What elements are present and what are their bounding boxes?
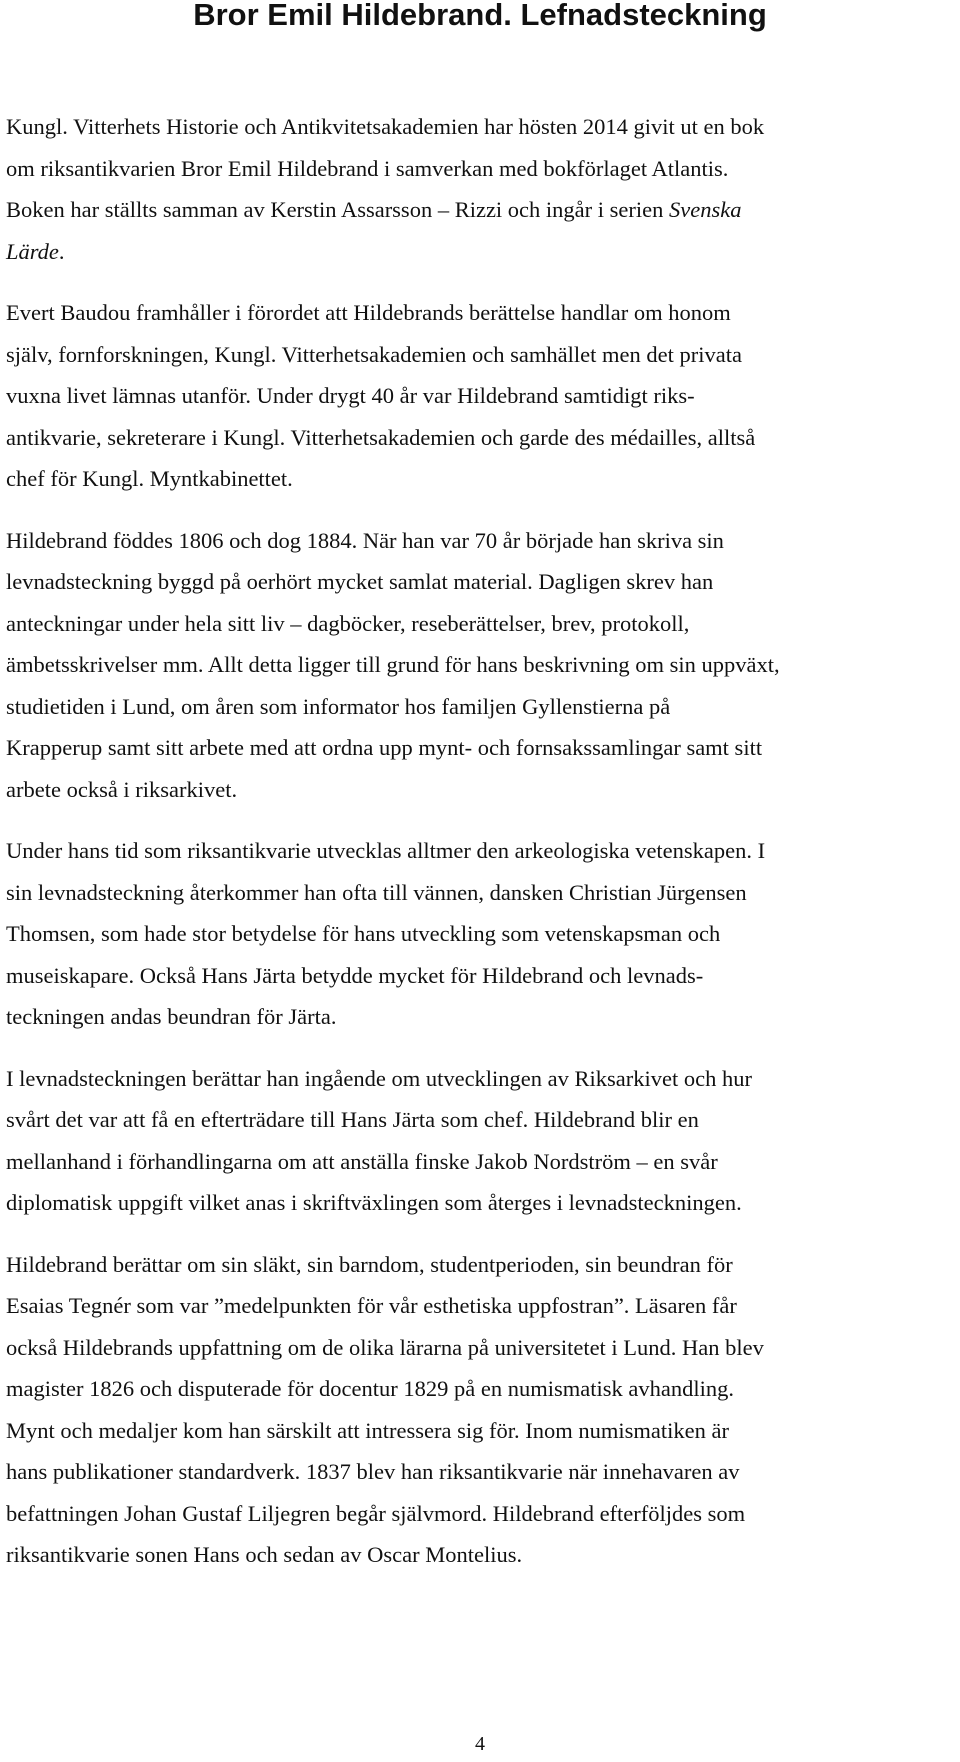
text-line: diplomatisk uppgift vilket anas i skriftväxlingen som återges i levnadsteckningen. xyxy=(6,1190,742,1215)
text-line: Hildebrand föddes 1806 och dog 1884. När han var 70 år började han skriva sin xyxy=(6,527,724,553)
text-line: mellanhand i förhandlingarna om att anställa finske Jakob Nordström – en svår xyxy=(6,1148,718,1174)
text-line: Krapperup samt sitt arbete med att ordna upp mynt- och fornsakssamlingar samt sitt xyxy=(6,735,763,760)
text-line: också Hildebrands uppfattning om de olika lärarna på universitetet i Lund. Han blev xyxy=(6,1334,764,1360)
text-line: magister 1826 och disputerade för docentur 1829 på en numismatisk avhandling. xyxy=(6,1376,734,1401)
text-segment: . xyxy=(58,238,65,264)
paragraph-life xyxy=(6,520,931,811)
series-name-part2: Lärde xyxy=(6,238,59,264)
text-line: befattningen Johan Gustaf Liljegren begår självmord. Hildebrand efterföljdes som xyxy=(6,1500,746,1526)
text-line: anteckningar under hela sitt liv – dagböcker, reseberättelser, brev, protokoll, xyxy=(6,610,690,636)
text-line: Hildebrand berättar om sin släkt, sin barndom, studentperioden, sin beundran för xyxy=(6,1251,733,1277)
document-body xyxy=(6,106,931,1596)
text-line: riksantikvarie sonen Hans och sedan av Oscar Montelius. xyxy=(6,1542,523,1567)
text-line: levnadsteckning byggd på oerhört mycket samlat material. Dagligen skrev han xyxy=(6,569,714,594)
paragraph-family xyxy=(6,1244,931,1576)
text-line: själv, fornforskningen, Kungl. Vitterhetsakademien och samhället men det privata xyxy=(6,341,742,367)
text-line: museiskapare. Också Hans Järta betydde mycket för Hildebrand och levnads- xyxy=(6,962,704,988)
text-line: Thomsen, som hade stor betydelse för hans utveckling som vetenskapsman och xyxy=(6,921,721,946)
text-line: studietiden i Lund, om åren som informator hos familjen Gyllenstierna på xyxy=(6,693,671,719)
page-number: 4 xyxy=(475,1733,485,1755)
text-line xyxy=(6,189,931,231)
series-name-part1: Svenska xyxy=(669,197,742,222)
text-line: chef för Kungl. Myntkabinettet. xyxy=(6,466,293,491)
text-line: svårt det var att få en efterträdare till Hans Järta som chef. Hildebrand blir en xyxy=(6,1107,699,1132)
text-line: ämbetsskrivelser mm. Allt detta ligger till grund för hans beskrivning om sin uppväxt, xyxy=(6,652,780,677)
text-line: vuxna livet lämnas utanför. Under drygt 40 år var Hildebrand samtidigt riks- xyxy=(6,383,695,408)
text-line: Under hans tid som riksantikvarie utvecklas alltmer den arkeologiska vetenskapen. I xyxy=(6,838,766,863)
text-line: teckningen andas beundran för Järta. xyxy=(6,1004,337,1029)
text-line: Kungl. Vitterhets Historie och Antikvitetsakademien har hösten 2014 givit ut en bok xyxy=(6,114,765,139)
paragraph-archaeology xyxy=(6,830,931,1038)
text-line: om riksantikvarien Bror Emil Hildebrand i samverkan med bokförlaget Atlantis. xyxy=(6,155,729,181)
paragraph-intro xyxy=(6,106,931,272)
text-line: antikvarie, sekreterare i Kungl. Vitterhetsakademien och garde des médailles, alltså xyxy=(6,424,756,450)
text-line xyxy=(6,231,931,273)
paragraph-baudou xyxy=(6,292,931,500)
text-segment: Boken har ställts samman av Kerstin Assarsson – Rizzi och ingår i serien xyxy=(6,197,669,222)
text-line: Mynt och medaljer kom han särskilt att intressera sig för. Inom numismatiken är xyxy=(6,1417,729,1443)
paragraph-riksarkivet xyxy=(6,1058,931,1224)
page-title: Bror Emil Hildebrand. Lefnadsteckning xyxy=(193,0,767,32)
text-line: arbete också i riksarkivet. xyxy=(6,776,238,802)
text-line: sin levnadsteckning återkommer han ofta till vännen, dansken Christian Jürgensen xyxy=(6,879,747,905)
text-line: Evert Baudou framhåller i förordet att Hildebrands berättelse handlar om honom xyxy=(6,300,731,325)
text-line: Esaias Tegnér som var ”medelpunkten för vår esthetiska uppfostran”. Läsaren får xyxy=(6,1293,737,1318)
text-line: I levnadsteckningen berättar han ingående om utvecklingen av Riksarkivet och hur xyxy=(6,1065,752,1091)
text-line: hans publikationer standardverk. 1837 blev han riksantikvarie när innehavaren av xyxy=(6,1459,740,1484)
